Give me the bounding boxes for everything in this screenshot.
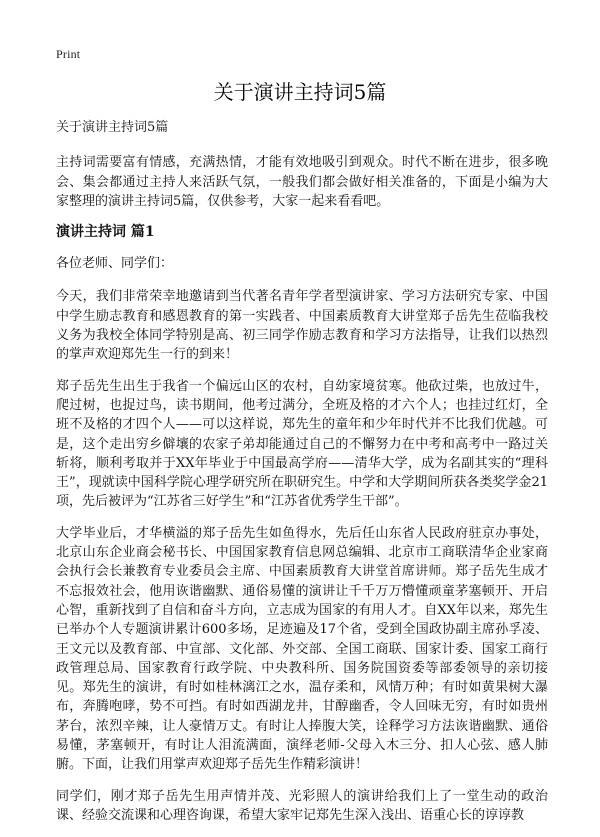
section-heading: 演讲主持词 篇1 (56, 224, 155, 241)
page-title: 关于演讲主持词5篇 (213, 80, 387, 104)
body-paragraph: 郑子岳先生出生于我省一个偏远山区的农村，自幼家境贫寒。他砍过柴，也放过牛，爬过树，也捉过鸟，读书期间，他考过满分，全班及格的才六个人；也挂过红灯，全班不及格的才四个人——可以这样说，郑先生的童年和少年时代并不比我们优越。可是，这个走出穷乡僻壤的农家子弟却能通过自己的不懈努力在中考和高考中一路过关斩将，顺利考取并于XX年毕业于中国最高学府——清华大学，成为名副其实的“理科王”，现就读中国科学院心理学研究所在职研究生。中学和大学期间所获各类奖学金21项，先后被评为“江苏省三好学生”和“江苏省优秀学生干部”。 (56, 378, 548, 510)
print-label: Print (56, 47, 81, 61)
body-paragraph: 大学毕业后，才华横溢的郑子岳先生如鱼得水，先后任山东省人民政府驻京办事处，北京山东企业商会秘书长、中国国家教育信息网总编辑、北京市工商联清华企业家商会执行会长兼教育专业委员会主席、中国素质教育大讲堂首席讲师。郑子岳先生成才不忘报效社会，他用诙谐幽默、通俗易懂的演讲让千千万万懵懂顽童茅塞顿开、开启心智，重新找到了自信和奋斗方向，立志成为国家的有用人才。自XX年以来，郑先生已举办个人专题演讲累计600多场，足迹遍及17个省，受到全国政协副主席孙孚凌、王文元以及教育部、中宣部、文化部、外交部、全国工商联、国家计委、国家工商行政管理总局、国家教育行政学院、中央教科所、国务院国资委等部委领导的亲切接见。郑先生的演讲，有时如桂林漓江之水，温存柔和，风情万种；有时如黄果树大瀑布，奔腾咆哮，势不可挡。有时如西湖龙井，甘醇幽香，令人回味无穷，有时如贵州茅台，浓烈辛辣，让人豪情万丈。有时让人捧腹大笑，诠释学习方法诙谐幽默、通俗易懂，茅塞顿开，有时让人泪流满面，演绎老师-父母入木三分、扣人心弦、感人肺腑。下面，让我们用掌声欢迎郑子岳先生作精彩演讲！ (56, 525, 548, 773)
article-body (56, 118, 548, 837)
article-subtitle: 关于演讲主持词5篇 (56, 120, 169, 135)
greeting-line: 各位老师、同学们： (56, 256, 174, 272)
body-paragraph: 同学们，刚才郑子岳先生用声情并茂、光彩照人的演讲给我们上了一堂生动的政治课、经验交流课和心理咨询课，希望大家牢记郑先生深入浅出、语重心长的谆谆教 (56, 788, 548, 823)
body-paragraph: 今天，我们非常荣幸地邀请到当代著名青年学者型演讲家、学习方法研究专家、中国中学生励志教育和感恩教育的第一实践者、中国素质教育大讲堂郑子岳先生莅临我校义务为我校全体同学特别是高、初三同学作励志教育和学习方法指导，让我们以热烈的掌声欢迎郑先生一行的到来！ (56, 289, 548, 363)
intro-paragraph: 主持词需要富有情感，充满热情，才能有效地吸引到观众。时代不断在进步，很多晚会、集会都通过主持人来活跃气氛，一般我们都会做好相关准备的，下面是小编为大家整理的演讲主持词5篇，仅供参考，大家一起来看看吧。 (56, 155, 548, 209)
